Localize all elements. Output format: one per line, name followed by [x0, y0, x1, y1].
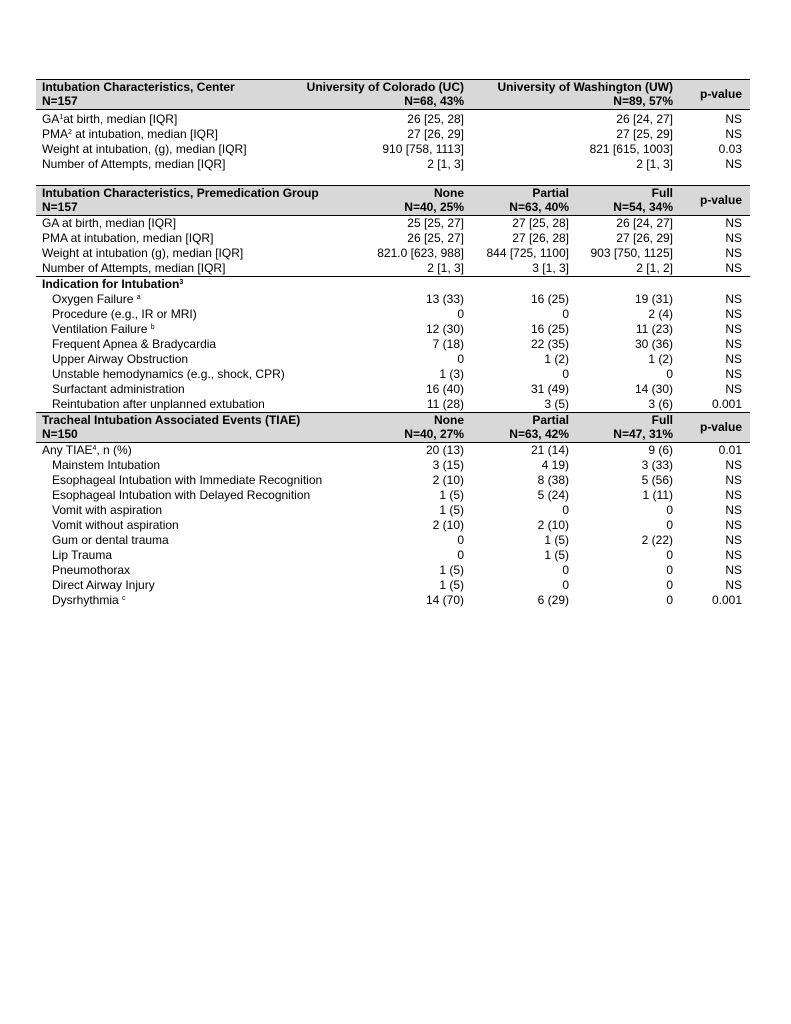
tiae-header-n: N=150: [42, 427, 78, 441]
any-tiae-post: , n (%): [96, 443, 132, 457]
cell-uc: 2 [1, 3]: [427, 157, 464, 171]
row-footnote: c: [122, 595, 126, 602]
cell-pvalue: NS: [725, 548, 742, 562]
cell-full: 2 (22): [641, 533, 673, 547]
cell-full: 0: [666, 578, 673, 592]
row-label: Weight at intubation (g), median [IQR]: [42, 246, 244, 260]
cell-pvalue: 0.03: [718, 142, 742, 156]
any-tiae-footnote: 4: [92, 445, 97, 452]
cell-full: 2 [1, 2]: [636, 261, 673, 275]
row-footnote: b: [150, 324, 155, 331]
cell-partial: 1 (5): [544, 548, 569, 562]
table-row: [36, 473, 750, 488]
table-row: [36, 216, 750, 231]
cell-uw: 2 [1, 3]: [636, 157, 673, 171]
table-row: [36, 382, 750, 397]
cell-full: 0: [666, 503, 673, 517]
row-label: Vomit without aspiration: [52, 518, 179, 532]
cell-full: 0: [666, 593, 673, 607]
table-row: [36, 127, 750, 142]
tiae-rows: [36, 458, 750, 608]
table-row: [36, 231, 750, 246]
cell-full: 9 (6): [648, 443, 673, 457]
cell-none: 1 (3): [439, 367, 464, 381]
row-label: Unstable hemodynamics (e.g., shock, CPR): [52, 367, 285, 381]
cell-partial: 1 (5): [544, 533, 569, 547]
premed-header-n: N=157: [42, 200, 78, 214]
row-label: Reintubation after unplanned extubation: [52, 397, 265, 411]
row-label: Weight at intubation, (g), median [IQR]: [42, 142, 247, 156]
cell-uc: 910 [758, 1113]: [382, 142, 464, 156]
cell-uc: 27 [26, 29]: [407, 127, 464, 141]
cell-none: 20 (13): [425, 443, 464, 457]
cell-partial: 0: [562, 307, 569, 321]
table-row: [36, 292, 750, 307]
table-row: [36, 352, 750, 367]
cell-pvalue: NS: [725, 127, 742, 141]
cell-full: 30 (36): [634, 337, 673, 351]
row-label: Ventilation Failure: [52, 322, 151, 336]
cell-partial: 8 (38): [537, 473, 569, 487]
uw-column-n: N=89, 57%: [613, 94, 673, 108]
pvalue-header: p-value: [699, 420, 742, 434]
table-row: [36, 593, 750, 608]
row-label: Lip Trauma: [52, 548, 113, 562]
cell-pvalue: NS: [725, 578, 742, 592]
cell-none: 1 (5): [439, 503, 464, 517]
cell-pvalue: NS: [725, 216, 742, 230]
cell-pvalue: NS: [725, 246, 742, 260]
cell-none: 16 (40): [425, 382, 464, 396]
cell-none: 14 (70): [425, 593, 464, 607]
table-row: [36, 518, 750, 533]
partial-column-n: N=63, 42%: [509, 427, 569, 441]
cell-full: 0: [666, 563, 673, 577]
partial-column-n: N=63, 40%: [509, 200, 569, 214]
cell-partial: 0: [562, 503, 569, 517]
row-label: PMA: [42, 127, 69, 141]
cell-partial: 1 (2): [544, 352, 569, 366]
row-label: Direct Airway Injury: [52, 578, 155, 592]
full-column-n: N=54, 34%: [613, 200, 673, 214]
full-column-n: N=47, 31%: [613, 427, 673, 441]
row-label: Dysrhythmia: [52, 593, 123, 607]
none-column-n: N=40, 25%: [404, 200, 464, 214]
cell-pvalue: 0.01: [718, 443, 742, 457]
table-row: [36, 548, 750, 563]
center-rows: [36, 112, 750, 172]
cell-full: 14 (30): [634, 382, 673, 396]
none-column-name: None: [434, 413, 464, 427]
cell-none: 25 [25, 27]: [407, 216, 464, 230]
results-table: [36, 79, 750, 608]
cell-pvalue: 0.001: [711, 397, 742, 411]
cell-partial: 27 [26, 28]: [512, 231, 569, 245]
table-row: [36, 367, 750, 382]
cell-none: 0: [457, 307, 464, 321]
row-footnote: a: [136, 294, 141, 301]
cell-none: 0: [457, 548, 464, 562]
cell-full: 3 (6): [648, 397, 673, 411]
indication-rows: [36, 292, 750, 412]
cell-none: 0: [457, 533, 464, 547]
cell-uw: 821 [615, 1003]: [589, 142, 673, 156]
tiae-header-title: Tracheal Intubation Associated Events (TIAE): [42, 413, 301, 427]
table-row: [36, 307, 750, 322]
cell-pvalue: NS: [725, 231, 742, 245]
center-header: [36, 79, 750, 110]
row-footnote: 1: [59, 114, 64, 121]
cell-full: 0: [666, 367, 673, 381]
cell-pvalue: NS: [725, 367, 742, 381]
cell-pvalue: NS: [725, 112, 742, 126]
cell-partial: 4 19): [541, 458, 569, 472]
cell-none: 7 (18): [432, 337, 464, 351]
row-label: Pneumothorax: [52, 563, 131, 577]
table-row: [36, 503, 750, 518]
table-row: [36, 246, 750, 261]
full-column-name: Full: [651, 413, 673, 427]
cell-pvalue: NS: [725, 488, 742, 502]
cell-full: 1 (2): [648, 352, 673, 366]
cell-none: 0: [457, 352, 464, 366]
cell-none: 26 [25, 27]: [407, 231, 464, 245]
row-label-rest: at intubation, median [IQR]: [71, 127, 219, 141]
row-label: Surfactant administration: [52, 382, 185, 396]
cell-pvalue: NS: [725, 292, 742, 306]
partial-column-name: Partial: [532, 413, 569, 427]
table-row: [36, 533, 750, 548]
cell-full: 19 (31): [634, 292, 673, 306]
cell-partial: 27 [25, 28]: [512, 216, 569, 230]
indication-title: Indication for Intubation: [42, 277, 180, 291]
pvalue-header: p-value: [699, 193, 742, 207]
cell-none: 3 (15): [432, 458, 464, 472]
cell-pvalue: NS: [725, 458, 742, 472]
cell-uw: 26 [24, 27]: [616, 112, 673, 126]
cell-full: 1 (11): [642, 488, 673, 502]
table-row: [36, 337, 750, 352]
center-header-n: N=157: [42, 94, 78, 108]
cell-none: 13 (33): [425, 292, 464, 306]
cell-pvalue: NS: [725, 503, 742, 517]
premed-header: [36, 185, 750, 216]
table-row: [36, 157, 750, 172]
row-label: Frequent Apnea & Bradycardia: [52, 337, 217, 351]
cell-partial: 0: [562, 367, 569, 381]
cell-pvalue: 0.001: [711, 593, 742, 607]
cell-partial: 5 (24): [537, 488, 569, 502]
cell-none: 2 [1, 3]: [427, 261, 464, 275]
cell-partial: 844 [725, 1100]: [486, 246, 569, 260]
row-label: PMA at intubation, median [IQR]: [42, 231, 214, 245]
cell-pvalue: NS: [725, 533, 742, 547]
cell-full: 903 [750, 1125]: [590, 246, 673, 260]
cell-pvalue: NS: [725, 157, 742, 171]
cell-none: 1 (5): [439, 488, 464, 502]
none-column-n: N=40, 27%: [404, 427, 464, 441]
table-row: [36, 397, 750, 412]
cell-full: 5 (56): [641, 473, 673, 487]
table-row: [36, 322, 750, 337]
table-row: [36, 578, 750, 593]
uw-column-name: University of Washington (UW): [497, 80, 673, 94]
cell-partial: 31 (49): [530, 382, 569, 396]
cell-partial: 16 (25): [530, 322, 569, 336]
indication-footnote: 3: [179, 279, 184, 286]
uc-column-name: University of Colorado (UC): [306, 80, 464, 94]
row-label: Mainstem Intubation: [52, 458, 161, 472]
row-label: Upper Airway Obstruction: [52, 352, 189, 366]
cell-full: 0: [666, 548, 673, 562]
row-label: Procedure (e.g., IR or MRI): [52, 307, 197, 321]
cell-pvalue: NS: [725, 337, 742, 351]
cell-partial: 2 (10): [537, 518, 569, 532]
cell-partial: 3 [1, 3]: [532, 261, 569, 275]
table-row: [36, 563, 750, 578]
row-label: GA: [42, 112, 60, 126]
cell-none: 11 (28): [426, 397, 464, 411]
row-footnote: 2: [68, 129, 72, 136]
partial-column-name: Partial: [532, 186, 569, 200]
cell-partial: 0: [562, 578, 569, 592]
tiae-header: [36, 412, 750, 443]
row-label: Oxygen Failure: [52, 292, 137, 306]
cell-full: 27 [26, 29]: [616, 231, 673, 245]
cell-full: 2 (4): [648, 307, 673, 321]
cell-pvalue: NS: [725, 473, 742, 487]
row-label: Gum or dental trauma: [52, 533, 169, 547]
table-row: [36, 458, 750, 473]
cell-pvalue: NS: [725, 352, 742, 366]
row-label-rest: at birth, median [IQR]: [63, 112, 178, 126]
cell-pvalue: NS: [725, 261, 742, 275]
row-label: Esophageal Intubation with Immediate Recognition: [52, 473, 323, 487]
row-label: Number of Attempts, median [IQR]: [42, 157, 226, 171]
full-column-name: Full: [651, 186, 673, 200]
cell-none: 1 (5): [439, 578, 464, 592]
premed-rows: [36, 216, 750, 277]
cell-none: 1 (5): [439, 563, 464, 577]
any-tiae-pre: Any TIAE: [42, 443, 93, 457]
pvalue-header: p-value: [699, 87, 742, 101]
cell-none: 12 (30): [425, 322, 464, 336]
cell-pvalue: NS: [725, 563, 742, 577]
cell-full: 26 [24, 27]: [616, 216, 673, 230]
table-row: [36, 142, 750, 157]
cell-none: 821.0 [623, 988]: [377, 246, 464, 260]
cell-none: 2 (10): [432, 518, 464, 532]
cell-partial: 6 (29): [537, 593, 569, 607]
row-label: Number of Attempts, median [IQR]: [42, 261, 226, 275]
row-label: GA at birth, median [IQR]: [42, 216, 177, 230]
cell-pvalue: NS: [725, 307, 742, 321]
center-header-title: Intubation Characteristics, Center: [42, 80, 235, 94]
cell-partial: 16 (25): [530, 292, 569, 306]
cell-partial: 0: [562, 563, 569, 577]
cell-none: 2 (10): [432, 473, 464, 487]
cell-full: 11 (23): [635, 322, 673, 336]
cell-partial: 21 (14): [530, 443, 569, 457]
indication-heading: [36, 277, 750, 292]
cell-pvalue: NS: [725, 382, 742, 396]
table-row: [36, 488, 750, 503]
premed-header-title: Intubation Characteristics, Premedication Group: [42, 186, 319, 200]
cell-uw: 27 [25, 29]: [616, 127, 673, 141]
row-label: Esophageal Intubation with Delayed Recognition: [52, 488, 311, 502]
cell-pvalue: NS: [725, 518, 742, 532]
cell-uc: 26 [25, 28]: [407, 112, 464, 126]
cell-full: 3 (33): [641, 458, 673, 472]
uc-column-n: N=68, 43%: [404, 94, 464, 108]
cell-pvalue: NS: [725, 322, 742, 336]
row-label: Vomit with aspiration: [52, 503, 163, 517]
cell-full: 0: [666, 518, 673, 532]
table-row: [36, 112, 750, 127]
any-tiae-row: [36, 443, 750, 458]
table-row: [36, 261, 750, 276]
none-column-name: None: [434, 186, 464, 200]
cell-partial: 3 (5): [544, 397, 569, 411]
cell-partial: 22 (35): [530, 337, 569, 351]
